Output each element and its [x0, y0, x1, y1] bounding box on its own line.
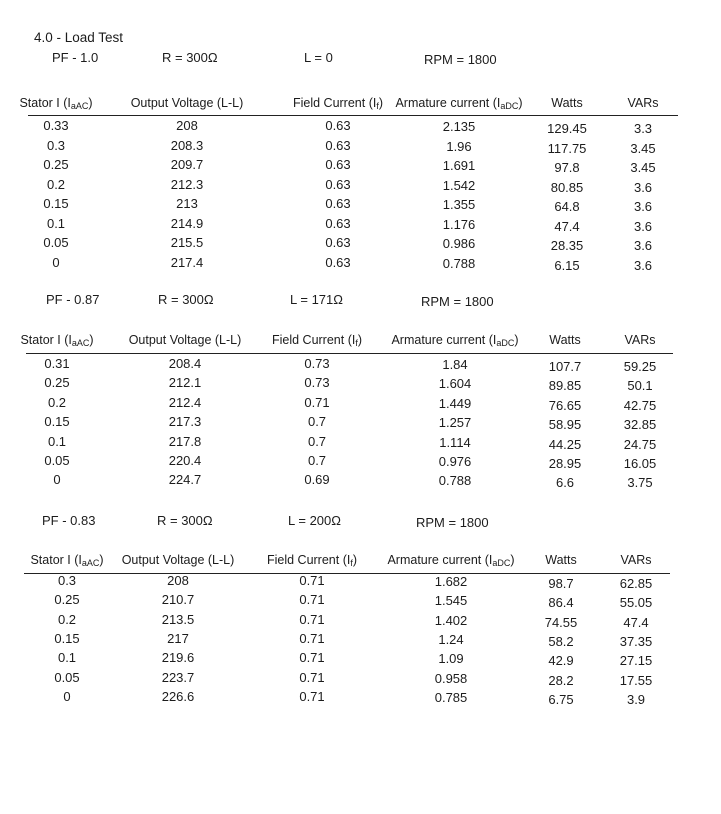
power-factor-label: PF - 0.83 — [42, 513, 96, 528]
header-text: Stator I (I — [20, 333, 72, 347]
cell-field-current: 0.7 — [307, 414, 327, 430]
cell-vars: 32.85 — [623, 417, 657, 433]
cell-stator-current: 0.3 — [57, 573, 77, 588]
rpm-label: RPM = 1800 — [421, 294, 494, 309]
inductance-label: L = 200Ω — [288, 513, 341, 528]
cell-stator-current: 0.33 — [43, 118, 69, 133]
cell-watts: 6.6 — [555, 475, 575, 491]
cell-field-current: 0.71 — [299, 669, 325, 685]
cell-armature-current: 1.09 — [438, 651, 464, 667]
header-text: VARs — [627, 96, 659, 110]
header-tail: ) — [514, 333, 519, 347]
header-text: Watts — [551, 96, 583, 110]
cell-armature-current: 0.785 — [434, 689, 468, 705]
cell-stator-current: 0.1 — [47, 433, 67, 449]
cell-field-current: 0.63 — [325, 118, 351, 133]
cell-vars: 3.6 — [633, 218, 653, 234]
rpm-label: RPM = 1800 — [424, 52, 497, 67]
header-tail: ) — [88, 96, 93, 110]
header-tail: ) — [99, 553, 104, 567]
cell-output-voltage: 208.3 — [170, 137, 204, 153]
cell-watts: 47.4 — [554, 218, 580, 234]
cell-output-voltage: 210.7 — [161, 592, 195, 608]
cell-field-current: 0.7 — [307, 453, 327, 468]
cell-field-current: 0.63 — [325, 254, 351, 270]
cell-output-voltage: 208.4 — [168, 356, 202, 371]
cell-output-voltage: 217.3 — [168, 414, 202, 430]
header-text: VARs — [624, 333, 656, 347]
cell-armature-current: 1.545 — [434, 593, 468, 609]
cell-output-voltage: 223.7 — [161, 669, 195, 685]
cell-armature-current: 1.84 — [442, 357, 468, 372]
header-field-current — [272, 333, 362, 347]
header-subscript: aDC — [500, 101, 519, 111]
header-text: Field Current (I — [271, 333, 356, 347]
header-output-voltage — [131, 96, 244, 110]
header-field-current — [293, 96, 383, 110]
cell-output-voltage: 217 — [167, 630, 189, 646]
cell-field-current: 0.71 — [299, 630, 325, 646]
header-text: Output Voltage (L-L) — [121, 553, 235, 567]
cell-armature-current: 1.176 — [442, 216, 476, 232]
cell-armature-current: 1.449 — [438, 395, 472, 411]
cell-armature-current: 1.355 — [442, 197, 476, 212]
header-tail: ) — [510, 553, 515, 567]
cell-watts: 42.9 — [548, 653, 574, 669]
cell-stator-current: 0.15 — [44, 414, 70, 430]
cell-field-current: 0.71 — [299, 650, 325, 666]
header-subscript: aAC — [71, 338, 90, 348]
header-stator-current — [20, 333, 93, 347]
cell-vars: 3.6 — [633, 199, 653, 214]
cell-armature-current: 1.96 — [446, 138, 472, 154]
cell-vars: 3.75 — [627, 475, 653, 491]
header-subscript: f — [350, 558, 353, 568]
header-tail: ) — [89, 333, 94, 347]
cell-output-voltage: 226.6 — [161, 688, 195, 704]
header-armature-current — [395, 96, 522, 110]
cell-watts: 107.7 — [548, 359, 582, 374]
header-output-voltage — [129, 333, 242, 347]
header-text: Stator I (I — [30, 553, 82, 567]
cell-stator-current: 0.25 — [54, 592, 80, 608]
header-text: Armature current (I — [395, 96, 501, 110]
cell-watts: 80.85 — [550, 179, 584, 195]
cell-stator-current: 0.31 — [44, 356, 70, 371]
cell-watts: 98.7 — [548, 576, 574, 591]
header-stator-current — [19, 96, 92, 110]
header-stator-current — [30, 553, 103, 567]
header-watts — [551, 96, 582, 110]
header-text: Output Voltage (L-L) — [130, 96, 244, 110]
cell-output-voltage: 220.4 — [168, 453, 202, 468]
header-watts — [545, 553, 576, 567]
cell-vars: 27.15 — [619, 653, 653, 669]
cell-output-voltage: 217.8 — [168, 433, 202, 449]
header-text: Armature current (I — [391, 333, 497, 347]
header-text: Stator I (I — [19, 96, 71, 110]
cell-vars: 47.4 — [623, 614, 649, 630]
header-armature-current — [387, 553, 514, 567]
header-rule — [24, 573, 670, 574]
header-tail: ) — [378, 96, 384, 110]
cell-watts: 6.15 — [554, 257, 580, 273]
cell-output-voltage: 212.3 — [170, 176, 204, 192]
cell-armature-current: 0.788 — [438, 473, 472, 489]
cell-output-voltage: 212.4 — [168, 394, 202, 410]
cell-output-voltage: 208 — [167, 573, 189, 588]
cell-output-voltage: 215.5 — [170, 235, 204, 250]
cell-watts: 129.45 — [547, 121, 587, 136]
header-armature-current — [391, 333, 518, 347]
inductance-label: L = 0 — [304, 50, 333, 65]
cell-armature-current: 1.402 — [434, 612, 468, 628]
cell-vars: 17.55 — [619, 672, 653, 688]
cell-stator-current: 0.25 — [44, 375, 70, 391]
cell-output-voltage: 219.6 — [161, 650, 195, 666]
cell-stator-current: 0.15 — [43, 196, 69, 211]
cell-output-voltage: 214.9 — [170, 215, 204, 231]
cell-output-voltage: 213 — [176, 196, 198, 211]
cell-watts: 58.2 — [548, 633, 574, 649]
cell-field-current: 0.71 — [299, 611, 325, 627]
cell-vars: 62.85 — [619, 576, 653, 591]
cell-watts: 74.55 — [544, 614, 578, 630]
header-subscript: f — [376, 101, 379, 111]
cell-vars: 37.35 — [619, 633, 653, 649]
header-text: Armature current (I — [387, 553, 493, 567]
cell-armature-current: 0.788 — [442, 255, 476, 271]
cell-output-voltage: 224.7 — [168, 472, 202, 488]
cell-stator-current: 0.05 — [54, 669, 80, 685]
header-text: Watts — [545, 553, 577, 567]
cell-stator-current: 0 — [52, 254, 60, 270]
cell-stator-current: 0 — [53, 472, 61, 488]
cell-field-current: 0.63 — [325, 196, 351, 211]
header-vars — [627, 96, 658, 110]
cell-vars: 3.9 — [626, 691, 646, 707]
cell-field-current: 0.63 — [325, 157, 351, 172]
cell-field-current: 0.63 — [325, 215, 351, 231]
cell-watts: 64.8 — [554, 199, 580, 214]
header-subscript: aAC — [70, 101, 89, 111]
header-subscript: aDC — [492, 558, 511, 568]
cell-vars: 50.1 — [627, 378, 653, 394]
cell-stator-current: 0.2 — [46, 176, 66, 192]
header-output-voltage — [122, 553, 235, 567]
cell-vars: 24.75 — [623, 436, 657, 452]
cell-field-current: 0.71 — [299, 573, 325, 588]
cell-watts: 86.4 — [548, 595, 574, 611]
cell-vars: 3.45 — [630, 160, 656, 175]
header-subscript: f — [355, 338, 358, 348]
cell-field-current: 0.63 — [325, 176, 351, 192]
cell-armature-current: 0.958 — [434, 670, 468, 686]
cell-stator-current: 0.1 — [46, 215, 66, 231]
cell-watts: 28.35 — [550, 238, 584, 253]
cell-watts: 89.85 — [548, 378, 582, 394]
cell-armature-current: 0.976 — [438, 454, 472, 469]
cell-armature-current: 1.542 — [442, 177, 476, 193]
cell-stator-current: 0.2 — [47, 394, 67, 410]
cell-vars: 55.05 — [619, 595, 653, 611]
cell-armature-current: 0.986 — [442, 236, 476, 251]
cell-output-voltage: 217.4 — [170, 254, 204, 270]
cell-field-current: 0.63 — [325, 235, 351, 250]
header-tail: ) — [518, 96, 523, 110]
header-subscript: aAC — [81, 558, 100, 568]
cell-stator-current: 0.3 — [46, 137, 66, 153]
rpm-label: RPM = 1800 — [416, 515, 489, 530]
cell-field-current: 0.73 — [304, 375, 330, 391]
doc-title: 4.0 - Load Test — [34, 30, 124, 45]
cell-watts: 97.8 — [554, 160, 580, 175]
cell-armature-current: 1.682 — [434, 574, 468, 589]
cell-armature-current: 1.24 — [438, 631, 464, 647]
cell-watts: 28.2 — [548, 672, 574, 688]
header-text: VARs — [620, 553, 652, 567]
cell-field-current: 0.73 — [304, 356, 330, 371]
cell-stator-current: 0 — [63, 688, 71, 704]
header-field-current — [267, 553, 357, 567]
power-factor-label: PF - 1.0 — [52, 50, 99, 65]
header-tail: ) — [352, 553, 358, 567]
cell-watts: 44.25 — [548, 436, 582, 452]
header-text: Field Current (I — [292, 96, 377, 110]
cell-stator-current: 0.25 — [43, 157, 69, 172]
cell-vars: 3.6 — [633, 238, 653, 253]
cell-vars: 3.45 — [630, 140, 656, 156]
header-rule — [26, 353, 673, 354]
cell-stator-current: 0.2 — [57, 611, 77, 627]
cell-armature-current: 2.135 — [442, 119, 476, 134]
power-factor-label: PF - 0.87 — [46, 292, 100, 307]
cell-armature-current: 1.257 — [438, 415, 472, 431]
header-text: Output Voltage (L-L) — [128, 333, 242, 347]
cell-watts: 6.75 — [548, 691, 574, 707]
cell-vars: 3.3 — [633, 121, 653, 136]
cell-field-current: 0.71 — [299, 688, 325, 704]
resistance-label: R = 300Ω — [157, 513, 213, 528]
header-vars — [620, 553, 651, 567]
header-watts — [549, 333, 580, 347]
header-rule — [28, 115, 678, 116]
cell-field-current: 0.7 — [307, 433, 327, 449]
cell-field-current: 0.71 — [304, 394, 330, 410]
header-text: Field Current (I — [266, 553, 351, 567]
cell-field-current: 0.63 — [325, 137, 351, 153]
header-tail: ) — [357, 333, 363, 347]
cell-field-current: 0.69 — [304, 472, 330, 488]
cell-field-current: 0.71 — [299, 592, 325, 608]
cell-output-voltage: 209.7 — [170, 157, 204, 172]
resistance-label: R = 300Ω — [162, 50, 218, 65]
cell-armature-current: 1.604 — [438, 376, 472, 392]
cell-stator-current: 0.05 — [43, 235, 69, 250]
cell-stator-current: 0.1 — [57, 650, 77, 666]
cell-vars: 16.05 — [623, 456, 657, 471]
header-subscript: aDC — [496, 338, 515, 348]
resistance-label: R = 300Ω — [158, 292, 214, 307]
cell-stator-current: 0.05 — [44, 453, 70, 468]
cell-output-voltage: 208 — [176, 118, 198, 133]
cell-watts: 28.95 — [548, 456, 582, 471]
cell-output-voltage: 213.5 — [161, 611, 195, 627]
cell-watts: 58.95 — [548, 417, 582, 433]
cell-watts: 117.75 — [547, 140, 587, 156]
header-text: Watts — [549, 333, 581, 347]
header-vars — [624, 333, 655, 347]
cell-stator-current: 0.15 — [54, 630, 80, 646]
cell-armature-current: 1.691 — [442, 158, 476, 173]
cell-vars: 42.75 — [623, 397, 657, 413]
cell-output-voltage: 212.1 — [168, 375, 202, 391]
cell-vars: 3.6 — [633, 257, 653, 273]
cell-watts: 76.65 — [548, 397, 582, 413]
inductance-label: L = 171Ω — [290, 292, 343, 307]
cell-vars: 59.25 — [623, 359, 657, 374]
cell-armature-current: 1.114 — [439, 434, 471, 450]
cell-vars: 3.6 — [633, 179, 653, 195]
